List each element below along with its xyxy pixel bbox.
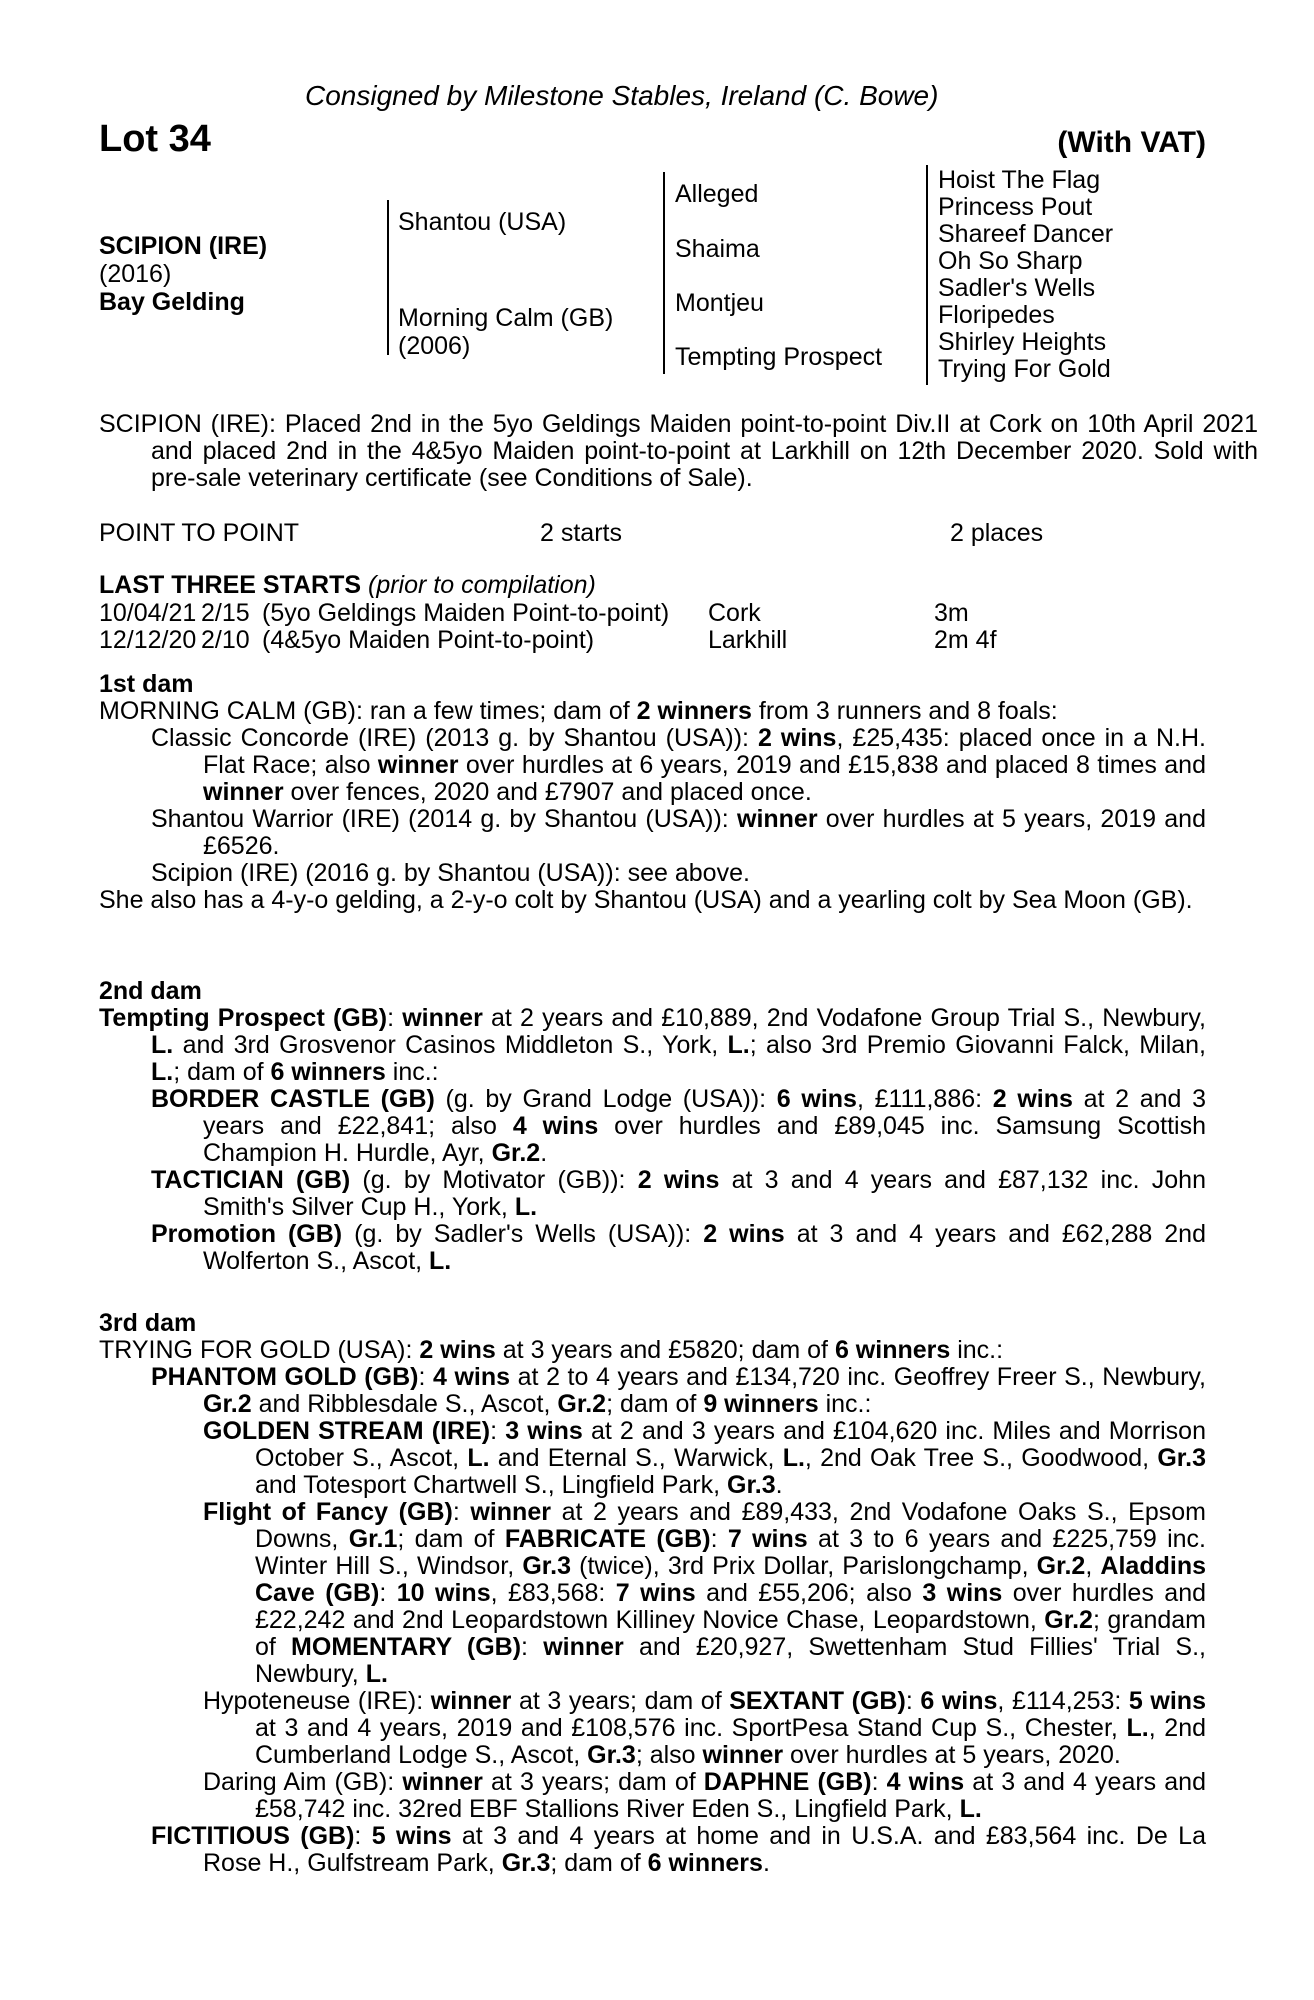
- progeny-entry: Promotion (GB) (g. by Sadler's Wells (USA)): 2 wins at 3 and 4 years and £62,288 2nd Wolferton S., Ascot, L.: [151, 1220, 1206, 1275]
- horse-year: (2016): [99, 260, 172, 288]
- pedigree-gen3: Sadler's Wells: [938, 274, 1096, 302]
- pedigree-gen2: Montjeu: [675, 289, 764, 317]
- pedigree-divider: [926, 165, 928, 385]
- lot-number: Lot 34: [99, 118, 211, 160]
- second-dam-text: Tempting Prospect (GB): winner at 2 years and £10,889, 2nd Vodafone Group Trial S., Newbury, L. and 3rd Grosvenor Casinos Middleton S., York, L.; also 3rd Premio Giovanni Falck, Milan, L.; dam of 6 winners inc.:: [99, 1004, 1206, 1086]
- start-course: Cork: [708, 599, 761, 627]
- start-date: 12/12/20: [99, 626, 197, 654]
- progeny-entry: FICTITIOUS (GB): 5 wins at 3 and 4 years at home and in U.S.A. and £83,564 inc. De La Rose H., Gulfstream Park, Gr.3; dam of 6 winners.: [151, 1822, 1206, 1877]
- progeny-entry: Hypoteneuse (IRE): winner at 3 years; dam of SEXTANT (GB): 6 wins, £114,253: 5 wins at 3 and 4 years, 2019 and £108,576 inc. SportPesa Stand Cup S., Chester, L., 2nd Cumberland Lodge S., Ascot, Gr.3; also winner over hurdles at 5 years, 2020.: [203, 1687, 1206, 1769]
- last-starts-note: (prior to compilation): [368, 571, 596, 599]
- pedigree-gen3: Princess Pout: [938, 193, 1093, 221]
- last-starts-heading: [99, 572, 596, 599]
- progeny-entry: TACTICIAN (GB) (g. by Motivator (GB)): 2 wins at 3 and 4 years and £87,132 inc. John Smith's Silver Cup H., York, L.: [151, 1166, 1206, 1221]
- second-dam-title: 2nd dam: [99, 977, 202, 1005]
- horse-sex: Bay Gelding: [99, 288, 245, 316]
- record-starts: 2 starts: [540, 519, 622, 547]
- pedigree-dam-year: (2006): [398, 332, 471, 360]
- start-race: (4&5yo Maiden Point-to-point): [262, 626, 595, 654]
- start-position: 2/15: [201, 599, 250, 627]
- record-label: POINT TO POINT: [99, 519, 300, 547]
- start-distance: 3m: [934, 599, 969, 627]
- last-starts-title: LAST THREE STARTS: [99, 571, 362, 599]
- horse-name: SCIPION (IRE): [99, 232, 268, 260]
- progeny-entry: Scipion (IRE) (2016 g. by Shantou (USA)): see above.: [151, 859, 750, 887]
- pedigree-gen3: Oh So Sharp: [938, 247, 1083, 275]
- pedigree-divider: [663, 172, 665, 374]
- record-places: 2 places: [950, 519, 1044, 547]
- first-dam-text: MORNING CALM (GB): ran a few times; dam of 2 winners from 3 runners and 8 foals:: [99, 697, 1058, 725]
- pedigree-gen3: Floripedes: [938, 301, 1055, 329]
- third-dam-title: 3rd dam: [99, 1309, 197, 1337]
- race-summary: SCIPION (IRE): Placed 2nd in the 5yo Geldings Maiden point-to-point Div.II at Cork on 10th April 2021 and placed 2nd in the 4&5yo Maiden point-to-point at Larkhill on 12th December 2020. Sold with pre-sale veterinary certificate (see Conditions of Sale).: [99, 410, 1258, 492]
- start-race: (5yo Geldings Maiden Point-to-point): [262, 599, 670, 627]
- progeny-entry: Daring Aim (GB): winner at 3 years; dam of DAPHNE (GB): 4 wins at 3 and 4 years and £58,742 inc. 32red EBF Stallions River Eden S., Lingfield Park, L.: [203, 1768, 1206, 1823]
- progeny-entry: Classic Concorde (IRE) (2013 g. by Shantou (USA)): 2 wins, £25,435: placed once in a N.H. Flat Race; also winner over hurdles at 6 years, 2019 and £15,838 and placed 8 times and winner over fences, 2020 and £7907 and placed once.: [151, 724, 1206, 806]
- progeny-entry: PHANTOM GOLD (GB): 4 wins at 2 to 4 years and £134,720 inc. Geoffrey Freer S., Newbury, Gr.2 and Ribblesdale S., Ascot, Gr.2; dam of 9 winners inc.:: [151, 1363, 1206, 1418]
- pedigree-gen2: Shaima: [675, 235, 760, 263]
- progeny-entry: BORDER CASTLE (GB) (g. by Grand Lodge (USA)): 6 wins, £111,886: 2 wins at 2 and 3 years and £22,841; also 4 wins over hurdles and £89,045 inc. Samsung Scottish Champion H. Hurdle, Ayr, Gr.2.: [151, 1085, 1207, 1167]
- pedigree-gen3: Hoist The Flag: [938, 166, 1101, 194]
- progeny-entry: GOLDEN STREAM (IRE): 3 wins at 2 and 3 years and £104,620 inc. Miles and Morrison October S., Ascot, L. and Eternal S., Warwick, L., 2nd Oak Tree S., Goodwood, Gr.3 and Totesport Chartwell S., Lingfield Park, Gr.3.: [203, 1417, 1206, 1499]
- pedigree-sire: Shantou (USA): [398, 208, 567, 236]
- consignor-line: Consigned by Milestone Stables, Ireland (C. Bowe): [305, 80, 939, 111]
- progeny-entry: Flight of Fancy (GB): winner at 2 years and £89,433, 2nd Vodafone Oaks S., Epsom Downs, Gr.1; dam of FABRICATE (GB): 7 wins at 3 to 6 years and £225,759 inc. Winter Hill S., Windsor, Gr.3 (twice), 3rd Prix Dollar, Parislongchamp, Gr.2, Aladdins Cave (GB): 10 wins, £83,568: 7 wins and £55,206; also 3 wins over hurdles and £22,242 and 2nd Leopardstown Killiney Novice Chase, Leopardstown, Gr.2; grandam of MOMENTARY (GB): winner and £20,927, Swettenham Stud Fillies' Trial S., Newbury, L.: [203, 1498, 1207, 1688]
- pedigree-dam: Morning Calm (GB): [398, 304, 614, 332]
- start-course: Larkhill: [708, 626, 788, 654]
- start-distance: 2m 4f: [934, 626, 997, 654]
- pedigree-gen3: Trying For Gold: [938, 355, 1111, 383]
- start-position: 2/10: [201, 626, 250, 654]
- first-dam-title: 1st dam: [99, 670, 194, 698]
- second-dam-section: [99, 978, 1206, 1275]
- pedigree-gen2: Alleged: [675, 180, 759, 208]
- third-dam-section: [99, 1310, 1206, 1877]
- vat-label: (With VAT): [1057, 126, 1206, 159]
- pedigree-gen3: Shirley Heights: [938, 328, 1107, 356]
- pedigree-gen3: Shareef Dancer: [938, 220, 1114, 248]
- pedigree-divider: [387, 200, 389, 355]
- pedigree-gen2: Tempting Prospect: [675, 343, 883, 371]
- start-date: 10/04/21: [99, 599, 197, 627]
- first-dam-section: [99, 671, 1206, 914]
- first-dam-note: She also has a 4-y-o gelding, a 2-y-o colt by Shantou (USA) and a yearling colt by Sea Moon (GB).: [99, 886, 1193, 914]
- third-dam-text: TRYING FOR GOLD (USA): 2 wins at 3 years and £5820; dam of 6 winners inc.:: [99, 1336, 1004, 1364]
- horse-info: [99, 232, 267, 316]
- progeny-entry: Shantou Warrior (IRE) (2014 g. by Shantou (USA)): winner over hurdles at 5 years, 2019 and £6526.: [151, 805, 1206, 860]
